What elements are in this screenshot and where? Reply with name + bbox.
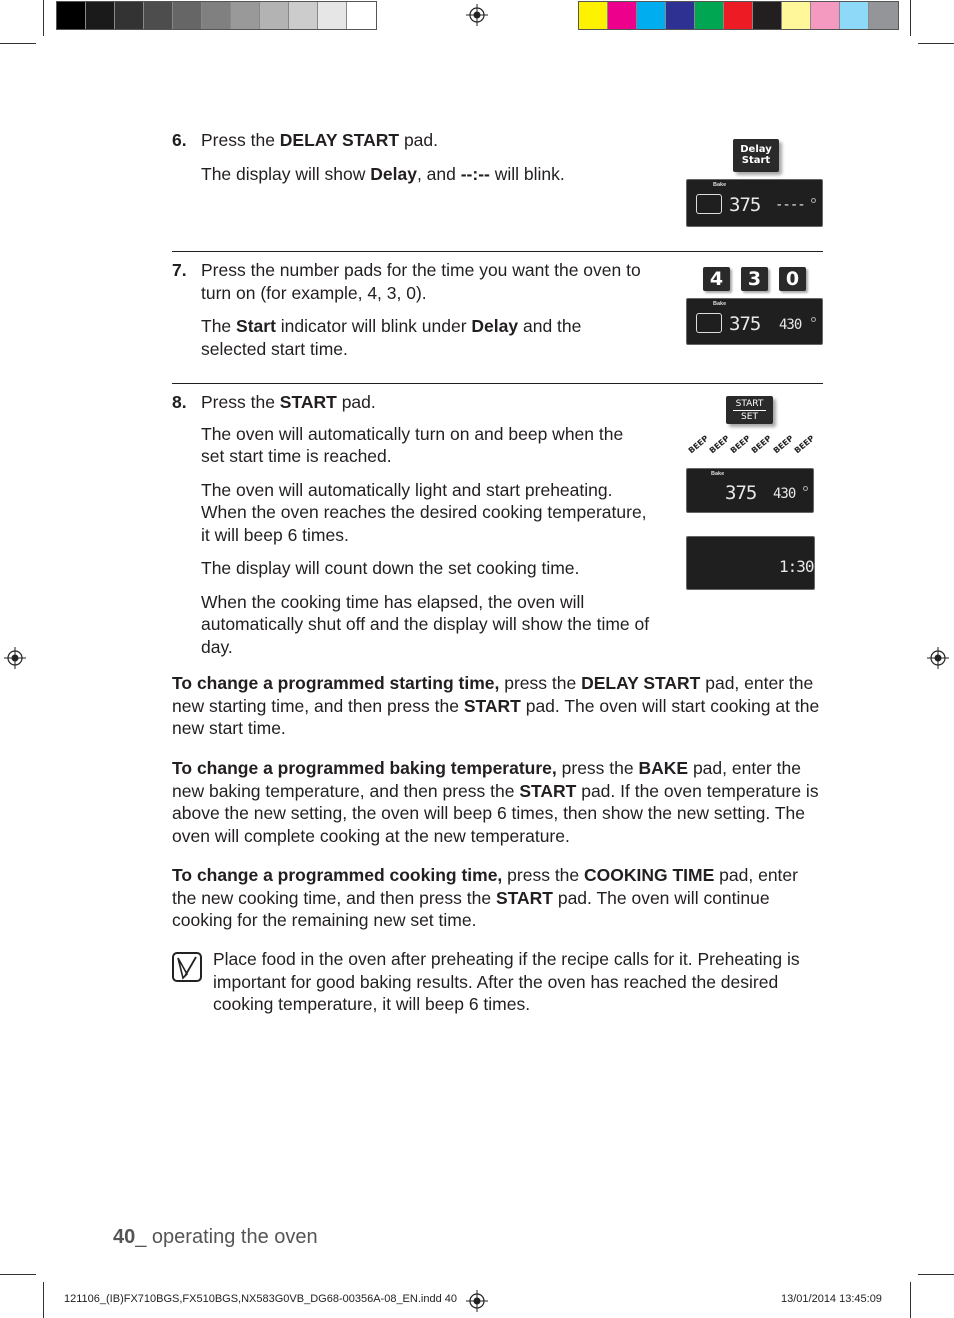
- color-swatch: [782, 2, 811, 29]
- display-mode-label: Bake: [713, 301, 727, 307]
- display-mode-label: Bake: [713, 182, 727, 188]
- step-instruction: Press the START pad.: [201, 392, 376, 412]
- color-swatch: [260, 2, 289, 29]
- color-swatch: [811, 2, 840, 29]
- delay-start-pad: Delay Start: [733, 139, 779, 172]
- color-swatch: [695, 2, 724, 29]
- step-detail: The Start indicator will blink under Delay and the selected start time.: [201, 316, 582, 359]
- step-detail: The display will count down the set cooking time.: [201, 558, 580, 578]
- crop-mark: [910, 0, 911, 36]
- step-number: 8.: [172, 392, 187, 412]
- display-dot: [811, 198, 816, 203]
- step-detail: The oven will automatically light and start preheating. When the oven reaches the desired cooking temperature, it will beep 6 times.: [201, 479, 647, 545]
- number-key-0: 0: [779, 267, 806, 291]
- page-footer: [113, 1226, 318, 1249]
- oven-display: [686, 179, 823, 227]
- display-mode-label: Bake: [711, 471, 725, 477]
- beep-label: BEEP: [707, 433, 732, 456]
- color-swatches: [578, 1, 899, 30]
- step-detail: When the cooking time has elapsed, the oven will automatically shut off and the display will show the time of day.: [201, 591, 650, 657]
- color-swatch: [608, 2, 637, 29]
- date-slug: 13/01/2014 13:45:09: [781, 1293, 882, 1305]
- beep-label: BEEP: [686, 433, 711, 456]
- registration-mark-icon: [927, 647, 949, 669]
- number-key-3: 3: [741, 267, 768, 291]
- divider: [172, 383, 823, 384]
- display-temperature: 375: [729, 313, 761, 335]
- crop-mark: [43, 0, 44, 36]
- color-swatch: [289, 2, 318, 29]
- display-dot: [803, 486, 808, 491]
- color-swatch: [840, 2, 869, 29]
- crop-mark: [910, 1282, 911, 1318]
- display-time: 430: [773, 486, 796, 502]
- color-swatch: [666, 2, 695, 29]
- step-7: [172, 259, 651, 371]
- registration-mark-icon: [4, 647, 26, 669]
- color-swatch: [202, 2, 231, 29]
- display-indicator: [696, 313, 722, 333]
- color-swatch: [57, 2, 86, 29]
- step-instruction: Press the DELAY START pad.: [201, 130, 439, 150]
- beep-label: BEEP: [728, 433, 753, 456]
- start-set-pad: START SET: [726, 396, 773, 424]
- step-detail: The oven will automatically turn on and beep when the set start time is reached.: [201, 423, 624, 466]
- crop-mark: [0, 43, 36, 44]
- registration-mark-icon: [466, 1290, 488, 1312]
- section-name: _ operating the oven: [135, 1226, 318, 1248]
- display-dot: [811, 317, 816, 322]
- divider: [172, 251, 823, 252]
- number-key-4: 4: [703, 267, 730, 291]
- crop-mark: [43, 1282, 44, 1318]
- color-swatch: [318, 2, 347, 29]
- change-temperature-paragraph: To change a programmed baking temperature, press the BAKE pad, enter the new baking temperature, and then press the START pad. If the oven temperature is above the new setting, the oven will beep 6 times, then show the new setting. The oven will complete cooking at the new temperature.: [172, 758, 819, 846]
- color-swatch: [579, 2, 608, 29]
- step-number: 7.: [172, 260, 187, 280]
- color-swatch: [637, 2, 666, 29]
- display-time: 1:30: [779, 557, 814, 576]
- countdown-display: [686, 536, 815, 590]
- page-number: 40: [113, 1226, 136, 1248]
- step-6: [172, 129, 651, 196]
- beep-label: BEEP: [749, 433, 774, 456]
- display-indicator: [696, 194, 722, 214]
- color-swatch: [115, 2, 144, 29]
- beep-label: BEEP: [792, 433, 817, 456]
- color-swatch: [724, 2, 753, 29]
- color-swatch: [144, 2, 173, 29]
- display-temperature: 375: [725, 482, 757, 504]
- step-instruction: Press the number pads for the time you want the oven to turn on (for example, 4, 3, 0).: [201, 260, 641, 303]
- step-8: [172, 391, 651, 669]
- color-swatch: [869, 2, 898, 29]
- display-time: ----: [775, 197, 805, 213]
- file-slug: 121106_(IB)FX710BGS,FX510BGS,NX583G0VB_DG68-00356A-08_EN.indd 40: [64, 1293, 457, 1305]
- display-time: 430: [779, 317, 802, 333]
- crop-mark: [0, 1274, 36, 1275]
- note-text: Place food in the oven after preheating if the recipe calls for it. Preheating is important for good baking results. After the oven has reached the desired cooking temperature, it will beep 6 times.: [213, 949, 800, 1014]
- crop-mark: [918, 1274, 954, 1275]
- registration-mark-icon: [466, 4, 488, 26]
- color-swatch: [347, 2, 376, 29]
- change-start-time-paragraph: To change a programmed starting time, press the DELAY START pad, enter the new starting time, and then press the START pad. The oven will start cooking at the new start time.: [172, 673, 820, 738]
- color-swatch: [86, 2, 115, 29]
- color-swatch: [231, 2, 260, 29]
- change-cooking-time-paragraph: To change a programmed cooking time, press the COOKING TIME pad, enter the new cooking time, and then press the START pad. The oven will continue cooking for the remaining new set time.: [172, 865, 798, 930]
- note-pencil-icon: [172, 952, 202, 982]
- beep-label: BEEP: [771, 433, 796, 456]
- color-swatch: [753, 2, 782, 29]
- crop-mark: [918, 43, 954, 44]
- grayscale-swatches: [56, 1, 377, 30]
- display-temperature: 375: [729, 194, 761, 216]
- oven-display: [686, 298, 823, 345]
- step-number: 6.: [172, 130, 187, 150]
- color-swatch: [173, 2, 202, 29]
- step-detail: The display will show Delay, and --:-- will blink.: [201, 163, 565, 184]
- oven-display: [686, 468, 814, 513]
